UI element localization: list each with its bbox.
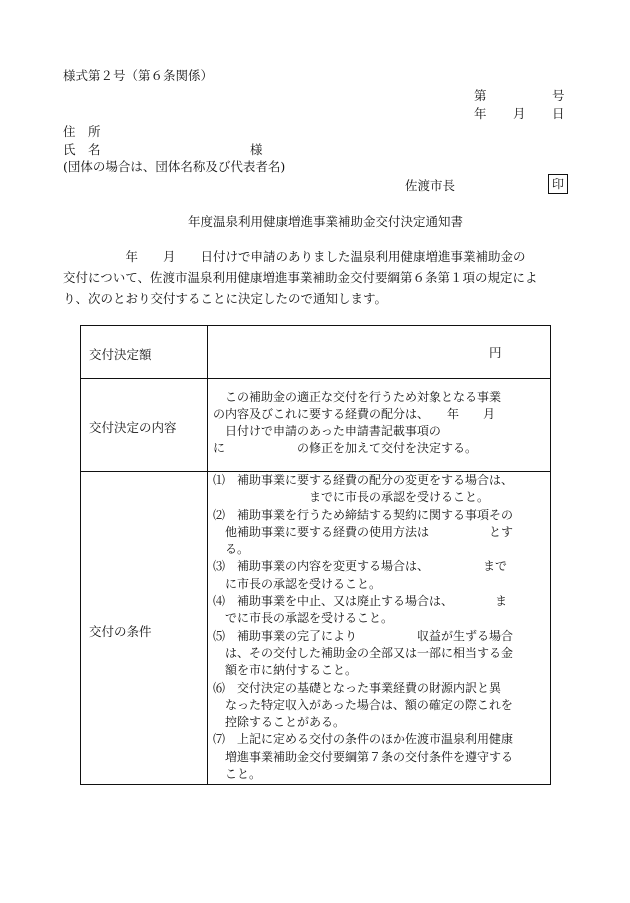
condition-line: る。 xyxy=(213,542,250,557)
decision-content-label: 交付決定の内容 xyxy=(89,420,177,435)
date-year: 年 xyxy=(474,106,487,121)
condition-line: なった特定収入があった場合は、額の確定の際これを xyxy=(213,697,513,712)
grant-decision-table xyxy=(80,325,551,785)
condition-line: ⑶ 補助事業の内容を変更する場合は、 まで xyxy=(213,559,508,574)
conditions-list xyxy=(213,472,548,783)
condition-line: 他補助事業に要する経費の使用方法は とす xyxy=(213,524,514,539)
address-label: 住 所 xyxy=(63,124,101,139)
name-label: 氏 名 xyxy=(63,142,101,157)
condition-line: ⑸ 補助事業の完了により 収益が生ずる場合 xyxy=(213,628,514,643)
content-line: の内容及びこれに要する経費の配分は、 年 月 xyxy=(213,407,496,421)
decision-amount-label: 交付決定額 xyxy=(89,347,152,362)
seal-stamp: 印 xyxy=(548,174,568,194)
condition-line: でに市長の承認を受けること。 xyxy=(213,611,394,626)
yen-unit: 円 xyxy=(489,345,502,360)
condition-line: ⑵ 補助事業を行うため締結する契約に関する事項その xyxy=(213,507,514,522)
condition-line: は、その交付した補助金の全部又は一部に相当する金 xyxy=(213,645,514,660)
body-line: り、次のとおり交付することに決定したので通知します。 xyxy=(63,291,388,306)
condition-line: ⑴ 補助事業に要する経費の配分の変更をする場合は、 xyxy=(213,473,514,487)
doc-number-suffix: 号 xyxy=(552,88,565,103)
org-note: (団体の場合は、団体名称及び代表者名) xyxy=(63,159,286,174)
condition-line: 控除することがある。 xyxy=(213,715,346,730)
date-day: 日 xyxy=(552,106,565,121)
doc-number-prefix: 第 xyxy=(474,88,487,103)
content-line: に の修正を加えて交付を決定する。 xyxy=(213,441,478,455)
body-line: 交付について、佐渡市温泉利用健康増進事業補助金交付要綱第６条第１項の規定によ xyxy=(63,270,538,285)
condition-line: に市長の承認を受けること。 xyxy=(213,576,382,591)
table-column-divider xyxy=(207,326,208,784)
condition-line: ⑺ 上記に定める交付の条件のほか佐渡市温泉利用健康 xyxy=(213,732,514,747)
conditions-label: 交付の条件 xyxy=(89,624,152,639)
date-month: 月 xyxy=(513,106,526,121)
form-number: 様式第２号（第６条関係） xyxy=(63,68,214,83)
condition-line: ⑷ 補助事業を中止、又は廃止する場合は、 ま xyxy=(213,594,508,609)
condition-line: ⑹ 交付決定の基礎となった事業経費の財源内訳と異 xyxy=(213,680,502,695)
content-line: 日付けで申請のあった申請書記載事項の xyxy=(213,424,441,438)
condition-line: 額を市に納付すること。 xyxy=(213,663,358,678)
document-title: 年度温泉利用健康増進事業補助金交付決定通知書 xyxy=(188,214,464,229)
body-line: 年 月 日付けで申請のありました温泉利用健康増進事業補助金の xyxy=(63,249,526,264)
condition-line: 増進事業補助金交付要綱第７条の交付条件を遵守する xyxy=(213,749,514,764)
content-line: この補助金の適正な交付を行うため対象となる事業 xyxy=(213,390,502,404)
body-paragraph xyxy=(63,246,570,309)
condition-line: こと。 xyxy=(213,767,262,782)
table-row-divider xyxy=(81,378,550,379)
condition-line: までに市長の承認を受けること。 xyxy=(213,490,490,505)
decision-content-text xyxy=(213,389,548,457)
issuer-name: 佐渡市長 xyxy=(405,178,456,193)
honorific: 様 xyxy=(250,142,263,157)
